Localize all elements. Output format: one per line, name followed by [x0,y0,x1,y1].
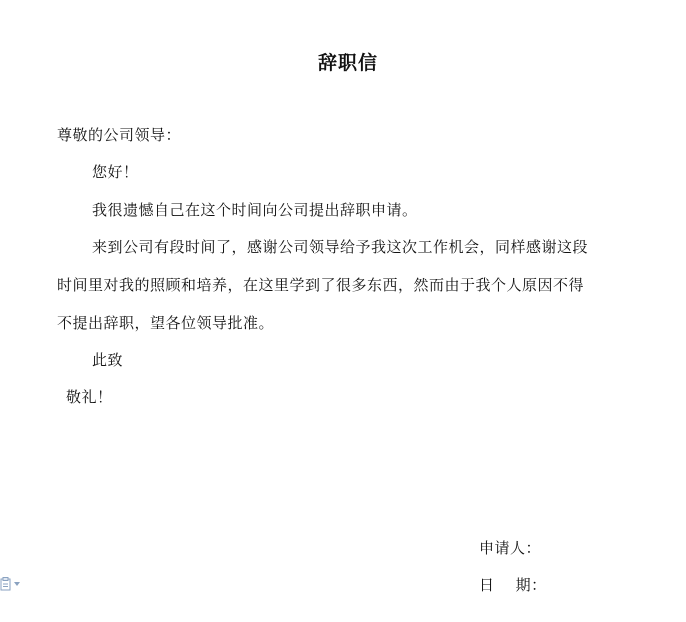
closing-line-1: 此致 [92,351,124,369]
date-label: 日 期： [479,576,547,594]
paste-options-icon[interactable] [0,577,22,591]
paragraph-2-line-3: 不提出辞职，望各位领导批准。 [57,314,275,332]
greeting: 您好！ [92,163,139,181]
paragraph-2-line-1: 来到公司有段时间了，感谢公司领导给予我这次工作机会，同样感谢这段 [92,238,589,256]
applicant-label: 申请人： [479,539,542,557]
clipboard-icon [0,577,12,591]
paragraph-1: 我很遗憾自己在这个时间向公司提出辞职申请。 [92,201,418,219]
paragraph-2-line-2: 时间里对我的照顾和培养，在这里学到了很多东西，然而由于我个人原因不得 [57,276,585,294]
salutation: 尊敬的公司领导： [57,126,182,144]
closing-line-2: 敬礼！ [66,388,113,406]
chevron-down-icon [14,582,20,586]
document-title: 辞职信 [317,52,378,74]
